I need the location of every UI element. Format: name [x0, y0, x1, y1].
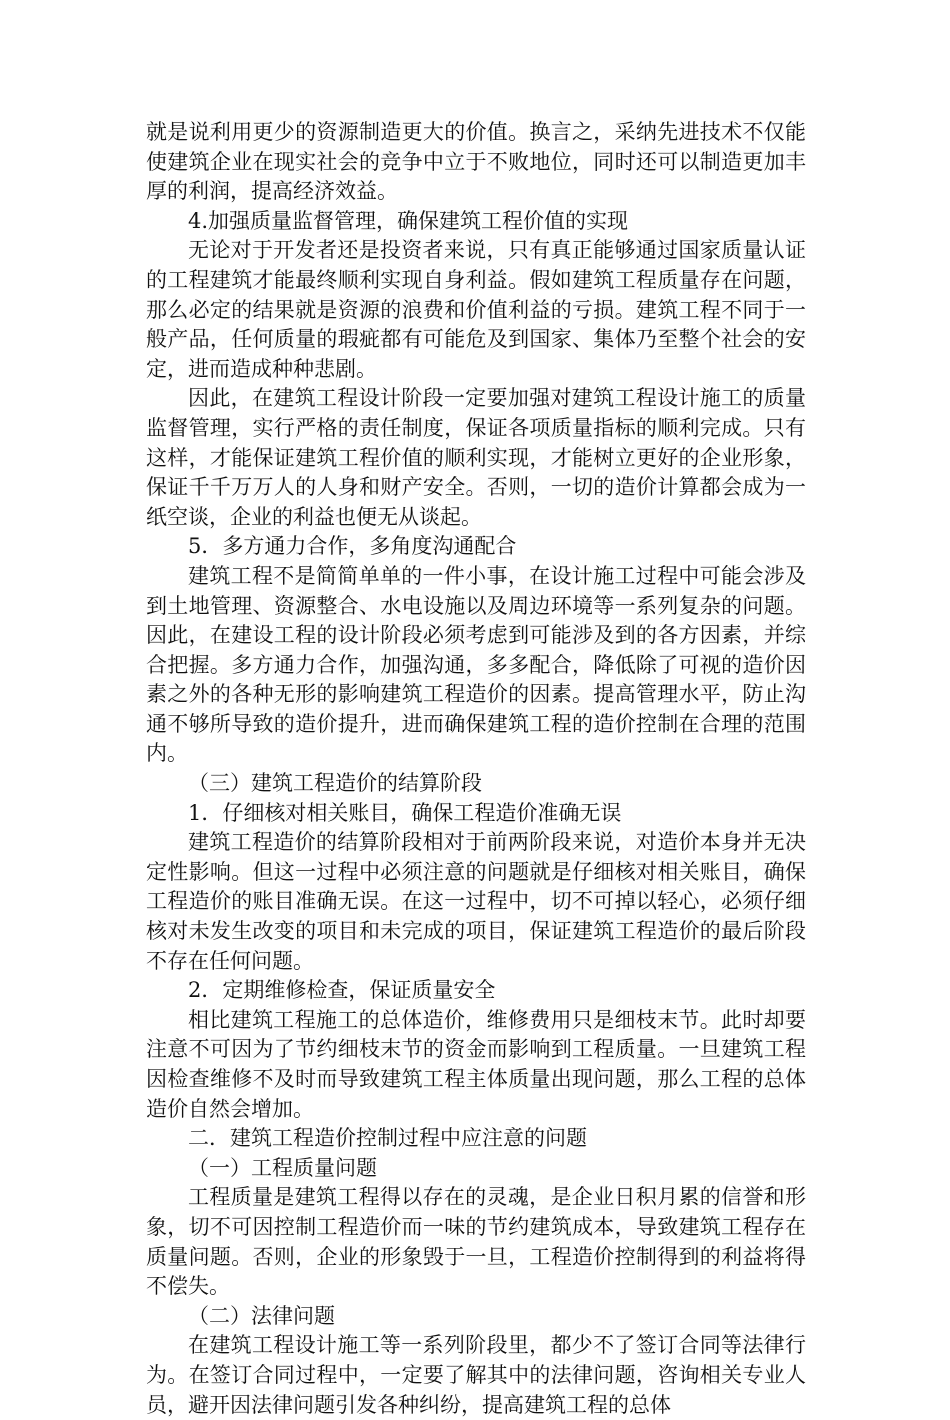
section-heading-5: 5．多方通力合作，多角度沟通配合: [188, 534, 517, 559]
paragraph-quality-supervision: 因此，在建筑工程设计阶段一定要加强对建筑工程设计施工的质量监督管理，实行严格的责任制度，保证各项质量指标的顺利完成。只有这样，才能保证建筑工程价值的顺利实现，才能树立更好的企业形象，保证千千万万人的人身和财产安全。否则，一切的造价计算都会成为一纸空谈，企业的利益也便无从谈起。: [146, 386, 806, 529]
paragraph-maintenance: 相比建筑工程施工的总体造价，维修费用只是细枝末节。此时却要注意不可因为了节约细枝末节的资金而影响到工程质量。一旦建筑工程因检查维修不及时而导致建筑工程主体质量出现问题，那么工程的总体造价自然会增加。: [146, 1007, 806, 1121]
document-page: [146, 118, 806, 1420]
chapter-heading-issues: 二．建筑工程造价控制过程中应注意的问题: [188, 1126, 587, 1151]
section-heading-quality-issue: （一）工程质量问题: [188, 1155, 377, 1180]
paragraph-continuation: 就是说利用更少的资源制造更大的价值。换言之，采纳先进技术不仅能使建筑企业在现实社会的竞争中立于不败地位，同时还可以制造更加丰厚的利润，提高经济效益。: [146, 120, 806, 204]
paragraph-settlement: 建筑工程造价的结算阶段相对于前两阶段来说，对造价本身并无决定性影响。但这一过程中必须注意的问题就是仔细核对相关账目，确保工程造价的账目准确无误。在这一过程中，切不可掉以轻心，必须仔细核对未发生改变的项目和未完成的项目，保证建筑工程造价的最后阶段不存在任何问题。: [146, 830, 806, 973]
section-heading-legal-issue: （二）法律问题: [188, 1303, 335, 1328]
paragraph-legal-issue: 在建筑工程设计施工等一系列阶段里，都少不了签订合同等法律行为。在签订合同过程中，一定要了解其中的法律问题，咨询相关专业人员，避开因法律问题引发各种纠纷，提高建筑工程的总体: [146, 1333, 806, 1417]
section-heading-2-maintenance: 2．定期维修检查，保证质量安全: [188, 978, 496, 1003]
section-heading-settlement-stage: （三）建筑工程造价的结算阶段: [188, 771, 482, 796]
section-heading-4: 4.加强质量监督管理，确保建筑工程价值的实现: [188, 208, 629, 233]
paragraph-quality-issue: 工程质量是建筑工程得以存在的灵魂，是企业日积月累的信誉和形象，切不可因控制工程造价而一味的节约建筑成本，导致建筑工程存在质量问题。否则，企业的形象毁于一旦，工程造价控制得到的利益将得不偿失。: [146, 1185, 806, 1299]
paragraph-quality-certification: 无论对于开发者还是投资者来说，只有真正能够通过国家质量认证的工程建筑才能最终顺利实现自身利益。假如建筑工程质量存在问题，那么必定的结果就是资源的浪费和价值利益的亏损。建筑工程不同于一般产品，任何质量的瑕疵都有可能危及到国家、集体乃至整个社会的安定，进而造成种种悲剧。: [146, 238, 806, 381]
section-heading-1-accounts: 1．仔细核对相关账目，确保工程造价准确无误: [188, 800, 622, 825]
paragraph-cooperation: 建筑工程不是简简单单的一件小事，在设计施工过程中可能会涉及到土地管理、资源整合、水电设施以及周边环境等一系列复杂的问题。因此，在建设工程的设计阶段必须考虑到可能涉及到的各方因素，并综合把握。多方通力合作，加强沟通，多多配合，降低除了可视的造价因素之外的各种无形的影响建筑工程造价的因素。提高管理水平，防止沟通不够所导致的造价提升，进而确保建筑工程的造价控制在合理的范围内。: [146, 563, 806, 766]
